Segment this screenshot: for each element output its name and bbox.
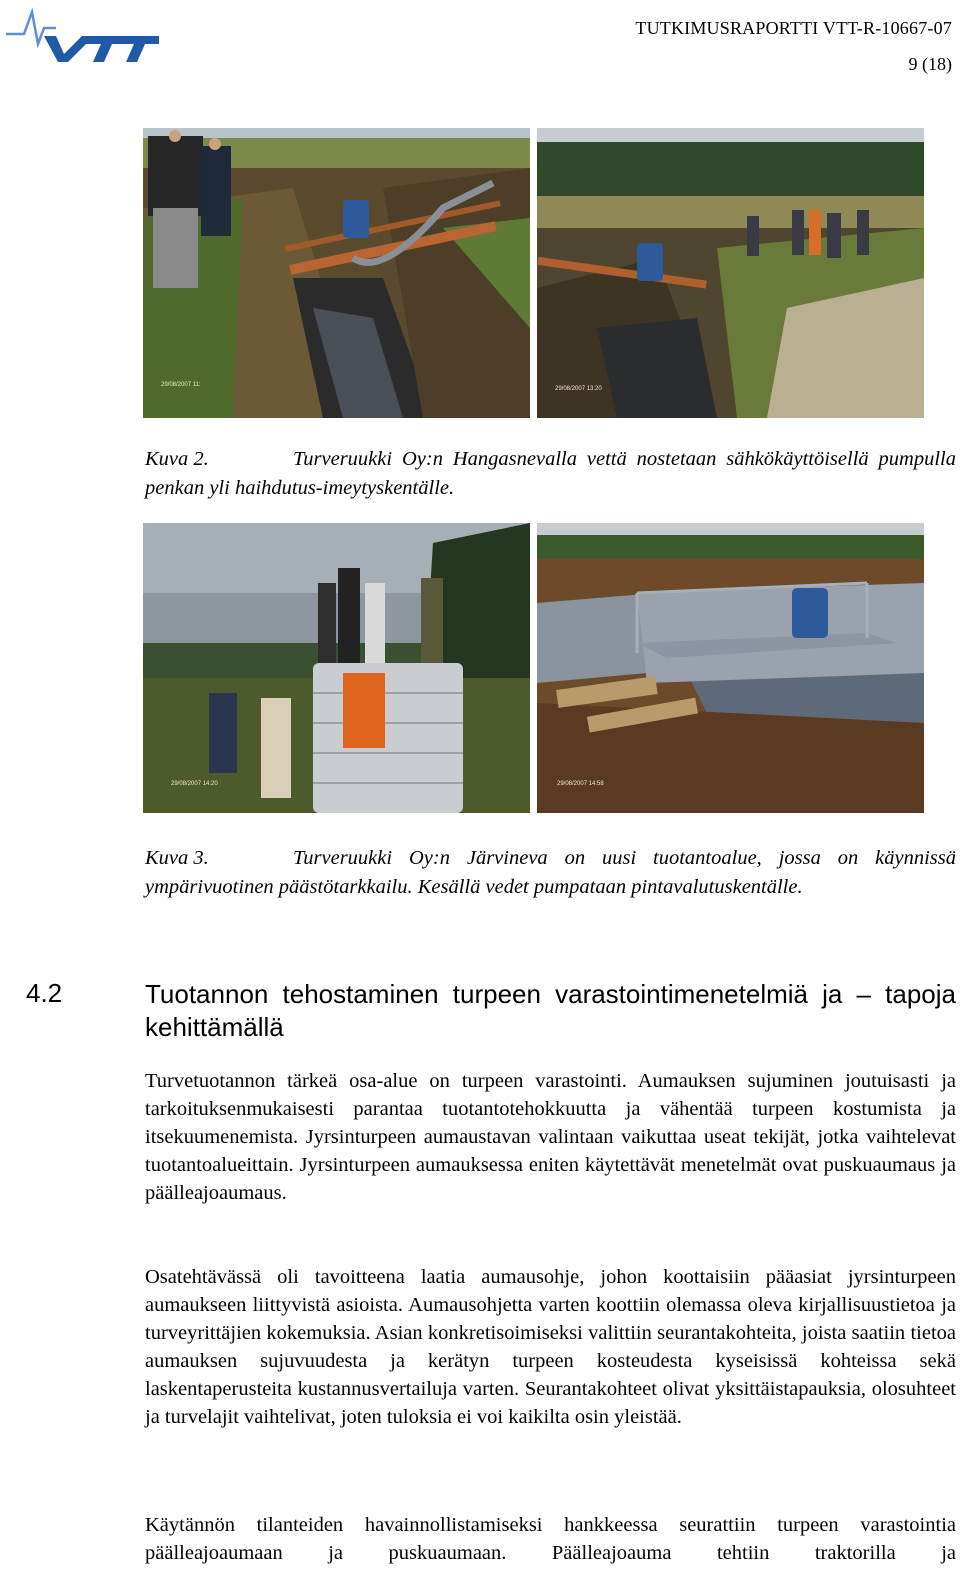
photo-pump-platform [537, 523, 924, 813]
paragraph: Käytännön tilanteiden havainnollistamiseksi hankkeessa seurattiin turpeen varastointia päälleajoaumaan ja puskuaumaan. Päälleajoauma tehtiin traktorilla ja [145, 1514, 956, 1564]
date-stamp: 29/08/2007 14:58 [557, 781, 604, 787]
paragraph: Osatehtävässä oli tavoitteena laatia aumausohje, johon koottaisiin pääasiat jyrsinturpeen aumaukseen liittyvistä asioista. Aumausohjetta varten koottiin olemassa oleva kirjallisuustietoa ja turveyrittäjien kokemuksia. Asian konkretisoimiseksi valittiin seurantakohteita, joista saatiin tietoa aumauksen sujuvuudesta ja kerätyn turpeen kosteudesta kyseisissä kohteissa sekä laskentaperusteita kustannusvertailuja varten. Seurantakohteet olivat yksittäistapauksia, olosuhteet ja turvelajit vaihtelivat, joten tuloksia ei voi kaikilta osin yleistää. [145, 1266, 956, 1428]
vtt-logo [4, 6, 159, 62]
section-number: 4.2 [26, 978, 63, 1008]
figure3-caption-text: Turveruukki Oy:n Järvineva on uusi tuotantoalue, jossa on käynnissä ympärivuotinen päästötarkkailu. Kesällä vedet pumpataan pintavalutuskentälle. [145, 847, 956, 898]
photo-pump-bridge-ditch [143, 128, 530, 418]
figure3-caption [145, 844, 956, 902]
page-number: 9 (18) [908, 54, 952, 74]
figure2-caption-text: Turveruukki Oy:n Hangasnevalla vettä nostetaan sähkökäyttöisellä pumpulla penkan yli haihdutus-imeytyskentälle. [145, 448, 956, 499]
date-stamp: 29/08/2007 11: [161, 382, 201, 388]
date-stamp: 29/08/2007 14:20 [171, 781, 218, 787]
figure2-number: Kuva 2. [145, 448, 209, 470]
date-stamp: 29/08/2007 13:20 [555, 386, 602, 392]
paragraph: Turvetuotannon tärkeä osa-alue on turpeen varastointi. Aumauksen sujuminen joutuisasti ja tarkoituksenmukaisesti parantaa tuotantotehokkuutta ja vähentää turpeen kostumista ja itsekuumenemista. Jyrsinturpeen aumaustavan valintaan vaikuttaa useat tekijät, jotka vaihtelevat tuotantoalueittain. Jyrsinturpeen aumauksessa eniten käytettävät menetelmät ovat puskuaumaus ja päälleajoaumaus. [145, 1070, 956, 1204]
report-id: TUTKIMUSRAPORTTI VTT-R-10667-07 [635, 18, 952, 38]
section-title: Tuotannon tehostaminen turpeen varastointimenetelmiä ja – tapoja kehittämällä [145, 979, 956, 1042]
figure2-caption [145, 445, 956, 503]
photo-measuring-well [143, 523, 530, 813]
photo-pump-visitors [537, 128, 924, 418]
figure3-number: Kuva 3. [145, 847, 209, 869]
